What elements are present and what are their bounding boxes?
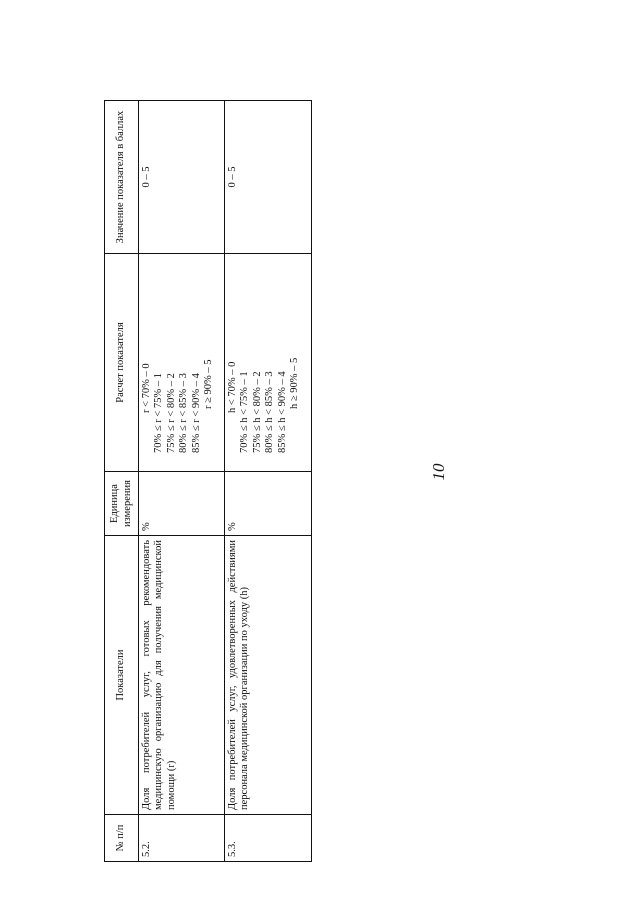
calc-line: 80% ≤ h < 85% – 3	[264, 371, 276, 453]
header-calc: Расчет показателя	[105, 254, 139, 472]
row-num: 5.3.	[225, 815, 312, 862]
row-indicator: Доля потребителей услуг, удовлетворенных действиями персонала медицинской организации по уходу (h)	[225, 536, 312, 815]
row-value: 0 – 5	[139, 101, 225, 254]
indicator-table-container	[104, 101, 311, 862]
calc-line: r ≥ 90% – 5	[202, 359, 214, 409]
header-row	[105, 101, 139, 862]
calc-line: h ≥ 90% – 5	[288, 357, 300, 409]
row-num: 5.2.	[139, 815, 225, 862]
row-value: 0 – 5	[225, 101, 312, 254]
calc-line: r < 70% – 0	[141, 363, 152, 413]
indicator-table	[104, 100, 312, 862]
table-row	[225, 101, 312, 862]
calc-line: 75% ≤ r < 80% – 2	[165, 373, 177, 453]
header-num: № п/п	[105, 815, 139, 862]
header-indicator: Показатели	[105, 536, 139, 815]
row-calc	[225, 254, 312, 472]
row-unit: %	[139, 472, 225, 536]
row-unit: %	[225, 472, 312, 536]
calc-line: 70% ≤ h < 75% – 1	[239, 371, 251, 453]
calc-line: h < 70% – 0	[227, 361, 238, 413]
row-calc	[139, 254, 225, 472]
row-indicator: Доля потребителей услуг, готовых рекомендовать медицинскую организацию для получения медицинской помощи (r)	[139, 536, 225, 815]
table-row	[139, 101, 225, 862]
calc-list	[227, 258, 301, 467]
calc-line: 80% ≤ r < 85% – 3	[178, 373, 190, 453]
page-number: 10	[429, 463, 448, 481]
calc-line: 70% ≤ r < 75% – 1	[153, 373, 165, 453]
calc-line: 75% ≤ h < 80% – 2	[251, 371, 263, 453]
calc-line: 85% ≤ h < 90% – 4	[276, 371, 288, 453]
calc-list	[141, 258, 215, 467]
header-unit: Единица измерения	[105, 472, 139, 536]
header-value: Значение показателя в баллах	[105, 101, 139, 254]
calc-line: 85% ≤ r < 90% – 4	[190, 373, 202, 453]
